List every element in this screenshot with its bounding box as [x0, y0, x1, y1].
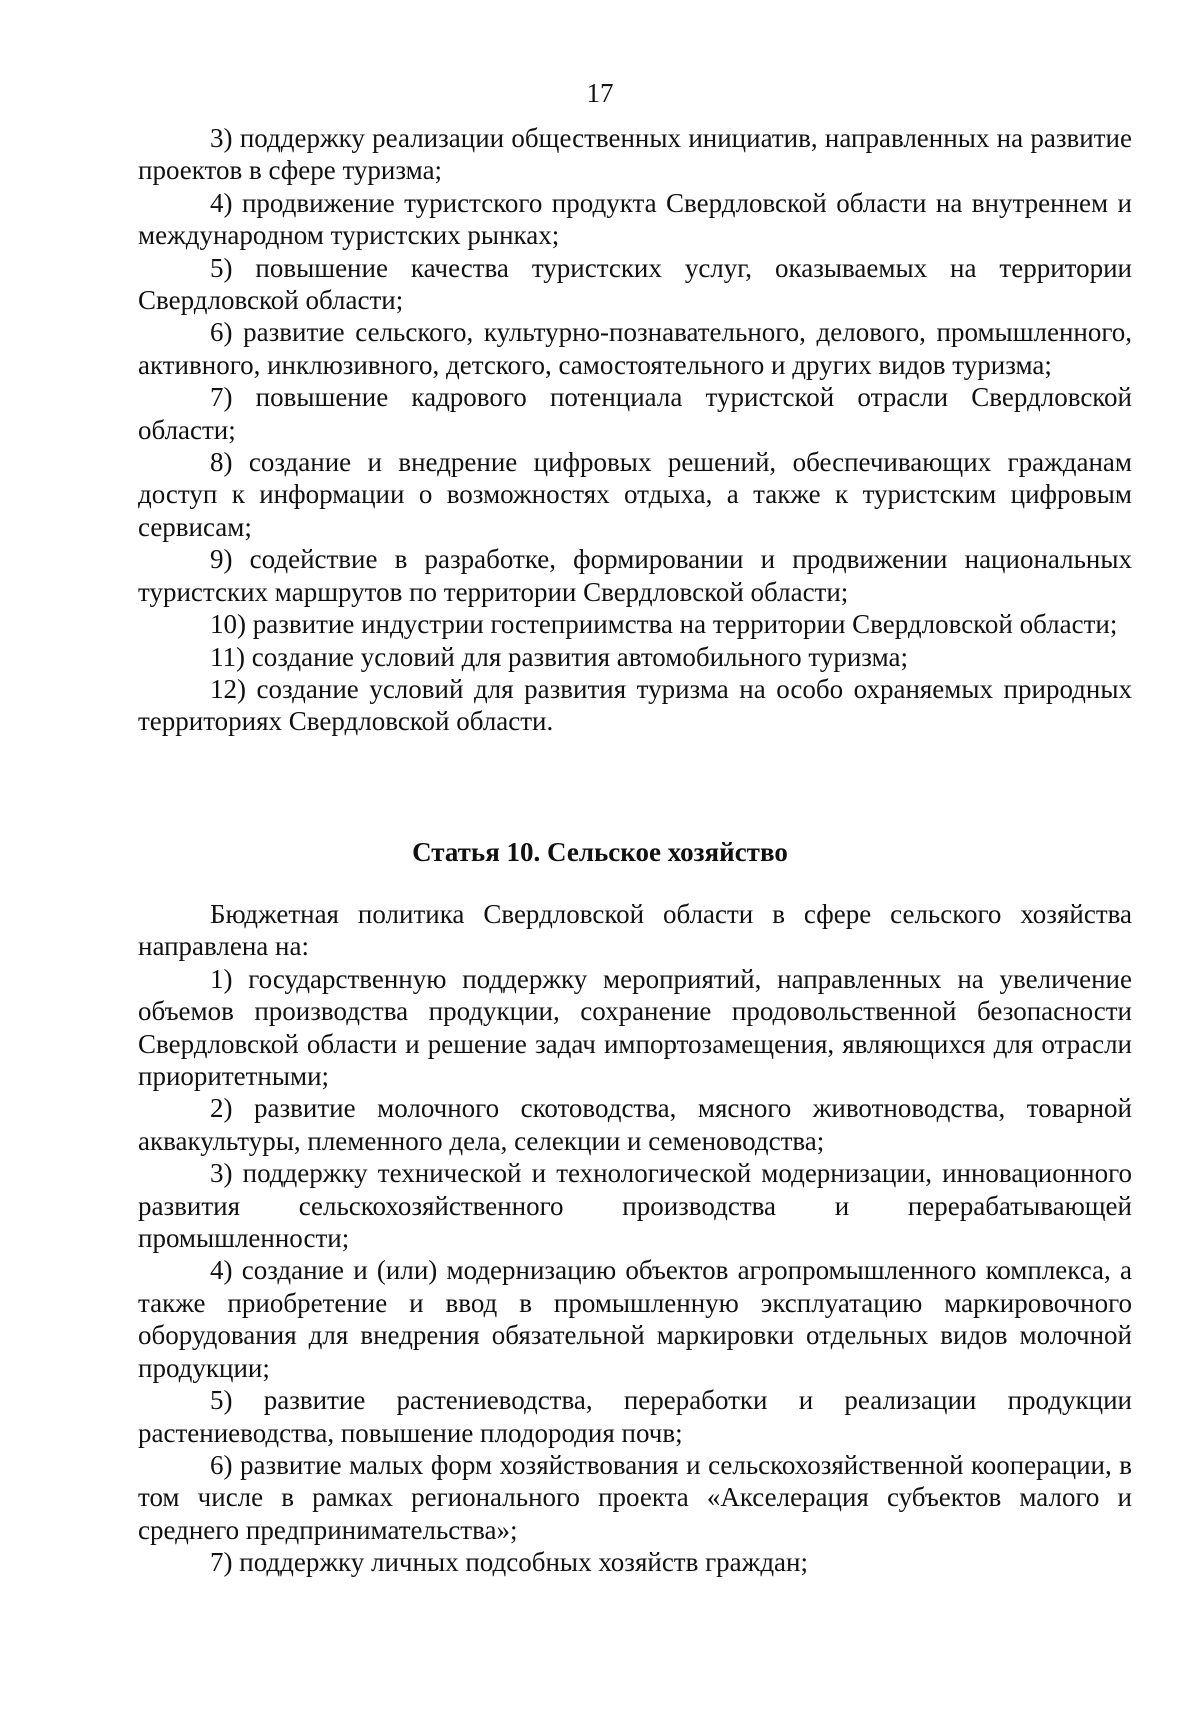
tourism-items-list [138, 122, 1132, 738]
intro-paragraph: Бюджетная политика Свердловской области в сфере сельского хозяйства направлена на: [138, 899, 1132, 962]
list-item: 8) создание и внедрение цифровых решений, обеспечивающих гражданам доступ к информации о возможностях отдыха, а также к туристским цифровым сервисам; [138, 447, 1132, 542]
list-item: 6) развитие сельского, культурно-познавательного, делового, промышленного, активного, инклюзивного, детского, самостоятельного и других видов туризма; [138, 317, 1132, 380]
page-number: 17 [586, 78, 614, 108]
list-item: 1) государственную поддержку мероприятий, направленных на увеличение объемов производства продукции, сохранение продовольственной безопасности Свердловской области и решение задач импортозамещения, являющихся для отрасли приоритетными; [138, 963, 1132, 1092]
list-item: 12) создание условий для развития туризма на особо охраняемых природных территориях Свердловской области. [138, 673, 1132, 737]
list-item: 2) развитие молочного скотоводства, мясного животноводства, товарной аквакультуры, племенного дела, селекции и семеноводства; [138, 1093, 1132, 1156]
list-item: 5) развитие растениеводства, переработки и реализации продукции растениеводства, повышение плодородия почв; [138, 1385, 1132, 1448]
list-item: 3) поддержку реализации общественных инициатив, направленных на развитие проектов в сфере туризма; [138, 123, 1132, 186]
list-item: 7) повышение кадрового потенциала туристской отрасли Свердловской области; [138, 382, 1132, 445]
list-item: 4) продвижение туристского продукта Свердловской области на внутреннем и международном туристских рынках; [138, 187, 1132, 251]
list-item: 7) поддержку личных подсобных хозяйств граждан; [210, 1547, 808, 1578]
list-item: 9) содействие в разработке, формировании и продвижении национальных туристских маршрутов по территории Свердловской области; [138, 544, 1132, 607]
list-item: 4) создание и (или) модернизацию объектов агропромышленного комплекса, а также приобретение и ввод в промышленную эксплуатацию маркировочного оборудования для внедрения обязательной маркировки отдельных видов молочной продукции; [138, 1255, 1132, 1383]
list-item: 11) создание условий для развития автомобильного туризма; [210, 641, 908, 672]
list-item: 3) поддержку технической и технологической модернизации, инновационного развития сельскохозяйственного производства и перерабатывающей промышленности; [138, 1158, 1132, 1254]
list-item: 6) развитие малых форм хозяйствования и сельскохозяйственной кооперации, в том числе в рамках регионального проекта «Акселерация субъектов малого и среднего предпринимательства»; [138, 1449, 1132, 1545]
list-item: 10) развитие индустрии гостеприимства на территории Свердловской области; [210, 609, 1118, 640]
agriculture-section [138, 898, 1132, 1579]
article-heading: Статья 10. Сельское хозяйство [412, 837, 788, 867]
list-item: 5) повышение качества туристских услуг, оказываемых на территории Свердловской области; [138, 252, 1132, 316]
